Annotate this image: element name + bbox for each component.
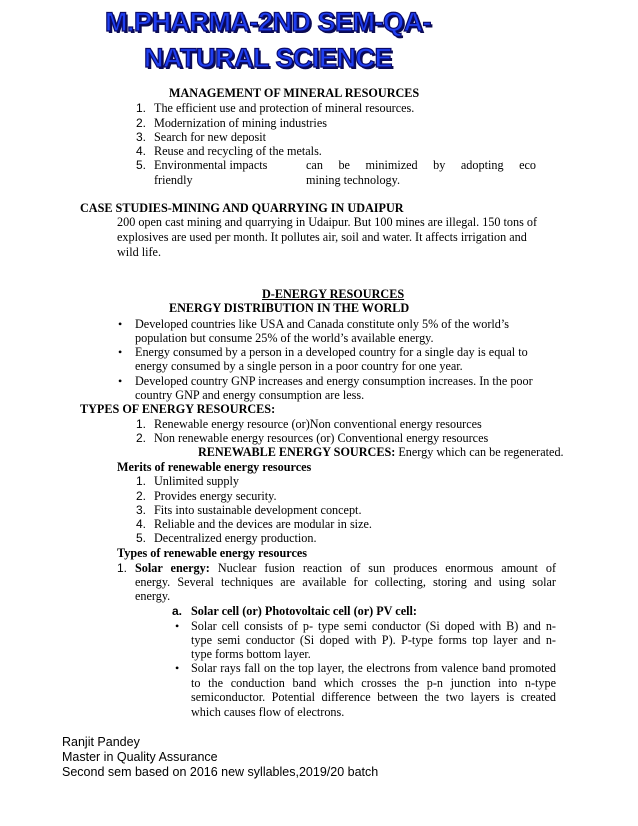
list-item: Reuse and recycling of the metals.: [154, 144, 322, 158]
banner-title-text: M.PHARMA-2ND SEM-QA-NATURAL SCIENCE: [105, 7, 431, 73]
bullet-line: Solar rays fall on the top layer, the electrons from valence band promoted: [191, 661, 556, 675]
list-number: 1.: [136, 474, 147, 488]
bullet-line: population but consume 25% of the world’s available energy.: [135, 331, 434, 345]
bullet-line: Developed country GNP increases and energy consumption increases. In the poor: [135, 374, 533, 388]
list-number: 2.: [136, 431, 147, 445]
list-item: Search for new deposit: [154, 130, 267, 144]
list-item-cont: mining technology.: [306, 173, 400, 187]
case-heading: CASE STUDIES-MINING AND QUARRYING IN UDAIPUR: [80, 201, 404, 215]
energy-heading: D-ENERGY RESOURCES: [262, 287, 405, 301]
bullet-icon: •: [118, 317, 123, 331]
list-item: Non renewable energy resources (or) Conventional energy resources: [154, 431, 489, 445]
list-number: 1.: [136, 417, 147, 431]
bullet-line: semiconductor. Potential difference between the two layers is created: [191, 690, 556, 704]
bullet-line: Solar cell consists of p- type semi conductor (Si doped with B) and n-: [191, 619, 556, 633]
list-number: 1.: [117, 561, 128, 575]
list-item: Unlimited supply: [154, 474, 239, 488]
list-number: 3.: [136, 130, 147, 144]
list-item: The efficient use and protection of mineral resources.: [154, 101, 415, 115]
list-item: Environmental impacts: [154, 158, 268, 172]
list-item-cont: can be minimized by adopting eco: [306, 158, 536, 172]
list-item: Renewable energy resource (or)Non conventional energy resources: [154, 417, 482, 431]
list-number: 2.: [136, 489, 147, 503]
list-number: 4.: [136, 144, 147, 158]
list-item: Fits into sustainable development concept.: [154, 503, 362, 517]
list-number: 5.: [136, 158, 147, 172]
footer-note: Second sem based on 2016 new syllables,2019/20 batch: [62, 765, 379, 779]
bullet-line: country GNP and energy consumption are less.: [135, 388, 365, 402]
solar-text: Nuclear fusion reaction of sun produces enormous amount of: [209, 561, 557, 575]
list-number: 1.: [136, 101, 147, 115]
list-number: 3.: [136, 503, 147, 517]
solar-cell-heading: Solar cell (or) Photovoltaic cell (or) PV cell:: [191, 604, 417, 618]
list-number: 4.: [136, 517, 147, 531]
bullet-line: to the conduction band which crosses the p-n junction into n-type: [191, 676, 556, 690]
types-renewable-heading: Types of renewable energy resources: [117, 546, 307, 560]
solar-line: [135, 561, 556, 576]
bullet-line: type semi conductor (Si doped with P). P-type forms top layer and n-: [191, 633, 556, 647]
bullet-line: Energy consumed by a person in a developed country for a single day is equal to: [135, 345, 528, 359]
list-item: Modernization of mining industries: [154, 116, 327, 130]
bullet-line: which causes flow of electrons.: [191, 705, 345, 719]
list-item: Provides energy security.: [154, 489, 277, 503]
case-line: explosives are used per month. It pollutes air, soil and water. It affects irrigation and: [117, 230, 527, 244]
merits-heading: Merits of renewable energy resources: [117, 460, 312, 474]
solar-line: energy. Several techniques are available for collecting, storing and using solar: [135, 575, 556, 589]
list-number: 5.: [136, 531, 147, 545]
sub-list-letter: a.: [172, 604, 183, 618]
footer-author: Ranjit Pandey: [62, 735, 140, 749]
renewable-label: RENEWABLE ENERGY SOURCES:: [198, 445, 396, 459]
bullet-line: type forms bottom layer.: [191, 647, 311, 661]
solar-label: Solar energy:: [135, 561, 210, 575]
list-item: Reliable and the devices are modular in size.: [154, 517, 372, 531]
list-item-cont: friendly: [154, 173, 193, 187]
case-line: wild life.: [117, 245, 162, 259]
renewable-line: [198, 445, 564, 460]
renewable-text: Energy which can be regenerated.: [395, 445, 564, 459]
bullet-line: Developed countries like USA and Canada constitute only 5% of the world’s: [135, 317, 510, 331]
bullet-icon: •: [175, 661, 180, 675]
types-heading: TYPES OF ENERGY RESOURCES:: [80, 402, 276, 416]
case-line: 200 open cast mining and quarrying in Udaipur. But 100 mines are illegal. 150 tons of: [117, 215, 538, 229]
energy-subheading: ENERGY DISTRIBUTION IN THE WORLD: [169, 301, 410, 315]
solar-line: energy.: [135, 589, 171, 603]
list-item: Decentralized energy production.: [154, 531, 317, 545]
mineral-heading: MANAGEMENT OF MINERAL RESOURCES: [169, 86, 420, 100]
bullet-icon: •: [118, 345, 123, 359]
banner-title: [58, 4, 478, 73]
bullet-line: energy consumed by a single person in a poor country for one year.: [135, 359, 463, 373]
bullet-icon: •: [175, 619, 180, 633]
bullet-icon: •: [118, 374, 123, 388]
list-number: 2.: [136, 116, 147, 130]
footer-degree: Master in Quality Assurance: [62, 750, 218, 764]
